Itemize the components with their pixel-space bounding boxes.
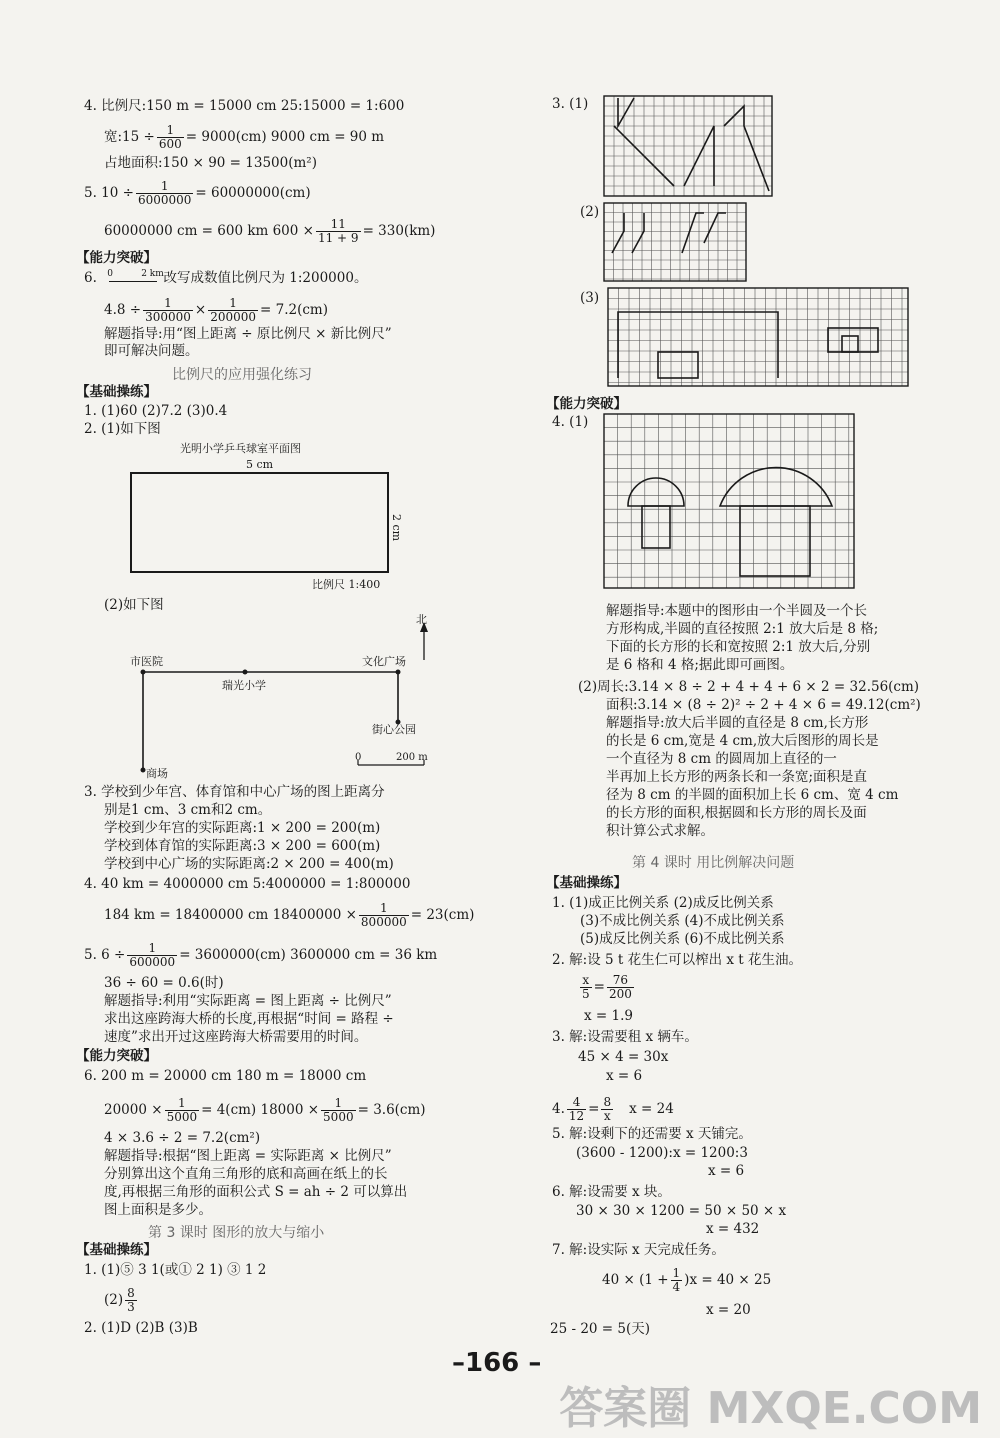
t7-line2: 40 × (1 + $\frac{1}{4}$ )x = 40 × 25 bbox=[602, 1266, 772, 1294]
label-mall: 商场 bbox=[146, 767, 168, 780]
fraction: $\frac{1}{300000}$ bbox=[145, 296, 191, 324]
t7-line1: 7. 解:设实际 x 天完成任务。 bbox=[552, 1242, 725, 1258]
s4-hint3: 下面的长方形的长和宽按照 2:1 放大后,分别 bbox=[606, 639, 871, 655]
ex1-answers: 1. (1)60 (2)7.2 (3)0.4 bbox=[84, 403, 228, 419]
q4-line3: 占地面积:150 × 90 = 13500(m²) bbox=[104, 155, 317, 171]
s4-label: 4. (1) bbox=[552, 414, 589, 430]
s4-hint2: 方形构成,半圆的直径按照 2:1 放大后是 8 格; bbox=[606, 621, 879, 637]
fraction: $\frac{8}{x}$ bbox=[603, 1095, 612, 1123]
fraction: $\frac{1}{600}$ bbox=[158, 123, 182, 151]
grid-figure-2 bbox=[604, 203, 748, 283]
section-title: 第 3 课时 图形的放大与缩小 bbox=[148, 1225, 325, 1241]
t4-line: 4. $\frac{4}{12}$ = $\frac{8}{x}$ x = 24 bbox=[552, 1095, 674, 1123]
s3c-label: (3) bbox=[580, 290, 600, 306]
figure-width-label: 5 cm bbox=[246, 458, 274, 471]
t5-line3: x = 6 bbox=[708, 1163, 745, 1179]
s4-hint6: 的长是 6 cm,宽是 4 cm,放大后图形的周长是 bbox=[606, 733, 879, 749]
ex5-hint3: 速度”求出开过这座跨海大桥需要用的时间。 bbox=[104, 1029, 368, 1045]
q4-line2: 宽:15 ÷ $\frac{1}{600}$ = 9000(cm) 9000 cm = 90 m bbox=[104, 123, 385, 151]
t6-line2: 30 × 30 × 1200 = 50 × 50 × x bbox=[576, 1203, 787, 1219]
t2-line1: 2. 解:设 5 t 花生仁可以榨出 x t 花生油。 bbox=[552, 952, 803, 968]
r1-answers: 1. (1)⑤ 3 1(或① 2 1) ③ 1 2 bbox=[84, 1262, 267, 1278]
fraction: $\frac{1}{4}$ bbox=[672, 1266, 681, 1294]
fraction: $\frac{1}{6000000}$ bbox=[137, 179, 192, 207]
fraction: $\frac{1}{200000}$ bbox=[210, 296, 257, 324]
section-heading: 【能力突破】 bbox=[546, 396, 627, 412]
small-stem bbox=[642, 506, 670, 548]
ex4-line1: 4. 40 km = 4000000 cm 5:4000000 = 1:800000 bbox=[84, 876, 411, 892]
figure-title: 光明小学乒乓球室平面图 bbox=[180, 442, 301, 455]
fraction: $\frac{11}{11 + 9}$ bbox=[317, 217, 359, 245]
q4-line1: 4. 比例尺:150 m = 15000 cm 25:15000 = 1:600 bbox=[84, 98, 405, 114]
t2-line2: $\frac{x}{5}$ = $\frac{76}{200}$ bbox=[582, 973, 632, 1001]
label-school: 瑞光小学 bbox=[222, 679, 266, 692]
section-heading: 【基础操练】 bbox=[76, 384, 157, 400]
section-title: 第 4 课时 用比例解决问题 bbox=[632, 855, 795, 871]
t3-line2: 45 × 4 = 30x bbox=[578, 1049, 669, 1065]
t6-line1: 6. 解:设需要 x 块。 bbox=[552, 1184, 671, 1200]
s4-hint10: 的长方形的面积,根据圆和长方形的周长及面 bbox=[606, 805, 867, 821]
fraction: $\frac{1}{5000}$ bbox=[166, 1096, 198, 1124]
s4-perimeter: (2)周长:3.14 × 8 ÷ 2 + 4 + 4 + 6 × 2 = 32.56(cm) bbox=[578, 679, 920, 695]
ex3-line2: 别是1 cm、3 cm和2 cm。 bbox=[104, 802, 272, 818]
ex6-hint3: 度,再根据三角形的面积公式 S = ah ÷ 2 可以算出 bbox=[104, 1184, 408, 1200]
s4-hint7: 一个直径为 8 cm 的圆周加上直径的一 bbox=[606, 751, 837, 767]
line-scale: 0 2 km bbox=[101, 270, 159, 284]
scale-200m: 200 m bbox=[396, 752, 428, 763]
shape-parallelogram bbox=[724, 106, 769, 191]
label-hospital: 市医院 bbox=[130, 655, 163, 668]
ex5-line1: 5. 6 ÷ $\frac{1}{600000}$ = 3600000(cm) 3600000 cm = 36 km bbox=[84, 941, 438, 969]
figure-height-label: 2 cm bbox=[390, 514, 403, 542]
r2-answers: 2. (1)D (2)B (3)B bbox=[84, 1320, 198, 1336]
ex3-line5: 学校到中心广场的实际距离:2 × 200 = 400(m) bbox=[104, 856, 394, 872]
s4-hint11: 积计算公式求解。 bbox=[606, 823, 714, 839]
ex6-line3: 4 × 3.6 ÷ 2 = 7.2(cm²) bbox=[104, 1130, 261, 1146]
ex2-label: 2. (1)如下图 bbox=[84, 421, 161, 437]
ex4-line2: 184 km = 18400000 cm 18400000 × $\frac{1}{800000}$ = 23(cm) bbox=[104, 901, 475, 929]
ex5-hint1: 解题指导:利用“实际距离 = 图上距离 ÷ 比例尺” bbox=[104, 993, 392, 1009]
grid-figure-1 bbox=[604, 96, 774, 198]
fraction: $\frac{1}{800000}$ bbox=[360, 901, 407, 929]
s4-hint8: 半再加上长方形的两条长和一条宽;面积是直 bbox=[606, 769, 868, 785]
scale-zero: 0 bbox=[355, 752, 362, 763]
large-stem bbox=[740, 506, 810, 576]
s4-hint9: 径为 8 cm 的半圆的面积加上长 6 cm、宽 4 cm bbox=[606, 787, 899, 803]
s3-label: 3. (1) bbox=[552, 96, 589, 112]
fraction: $\frac{x}{5}$ bbox=[582, 973, 590, 1001]
fraction: $\frac{76}{200}$ bbox=[608, 973, 632, 1001]
t3-line1: 3. 解:设需要租 x 辆车。 bbox=[552, 1029, 698, 1045]
t3-line3: x = 6 bbox=[606, 1068, 643, 1084]
large-semicircle bbox=[720, 468, 832, 506]
ex5-line2: 36 ÷ 60 = 0.6(时) bbox=[104, 975, 224, 991]
t1-line2: (3)不成比例关系 (4)不成比例关系 bbox=[580, 913, 785, 929]
q6-line1: 6. 0 2 km 改写成数值比例尺为 1:200000。 bbox=[84, 269, 368, 286]
point-hospital bbox=[141, 670, 146, 675]
ex3-line4: 学校到体育馆的实际距离:3 × 200 = 600(m) bbox=[104, 838, 381, 854]
fraction: $\frac{8}{3}$ bbox=[127, 1286, 135, 1314]
q5-line2: 60000000 cm = 600 km 600 × $\frac{11}{11 + 9}$ = 330(km) bbox=[104, 217, 436, 245]
fraction: $\frac{1}{5000}$ bbox=[323, 1096, 354, 1124]
section-heading: 【基础操练】 bbox=[546, 875, 627, 891]
ex6-line2: 20000 × $\frac{1}{5000}$ = 4(cm) 18000 × $\frac{1}{5000}$ = 3.6(cm) bbox=[104, 1096, 426, 1124]
t5-line1: 5. 解:设剩下的还需要 x 天铺完。 bbox=[552, 1126, 752, 1142]
fraction: $\frac{1}{600000}$ bbox=[129, 941, 176, 969]
grid-figure-3 bbox=[608, 288, 910, 388]
t1-line3: (5)成反比例关系 (6)不成比例关系 bbox=[580, 931, 785, 947]
point-mall bbox=[141, 768, 146, 773]
figure-scale: 比例尺 1:400 bbox=[312, 578, 381, 591]
s4-hint4: 是 6 格和 4 格;据此即可画图。 bbox=[606, 657, 794, 673]
section-heading: 【能力突破】 bbox=[76, 1048, 157, 1064]
q6-line2: 4.8 ÷ $\frac{1}{300000}$ × $\frac{1}{200000}$ = 7.2(cm) bbox=[104, 296, 328, 324]
ex6-hint4: 图上面积是多少。 bbox=[104, 1202, 212, 1218]
ex6-hint1: 解题指导:根据“图上距离 = 实际距离 × 比例尺” bbox=[104, 1148, 392, 1164]
label-park: 街心公园 bbox=[372, 723, 416, 736]
shape-triangle bbox=[618, 98, 634, 126]
r1-part2: (2) $\frac{8}{3}$ bbox=[104, 1286, 135, 1314]
ex6-line1: 6. 200 m = 20000 cm 180 m = 18000 cm bbox=[84, 1068, 367, 1084]
t2-line3: x = 1.9 bbox=[584, 1008, 633, 1024]
section-title: 比例尺的应用强化练习 bbox=[172, 367, 312, 383]
watermark: 答案圈 MXQE.COM bbox=[559, 1383, 982, 1434]
ex3-line1: 3. 学校到少年宫、体育馆和中心广场的图上距离分 bbox=[84, 784, 385, 800]
q6-hint1: 解题指导:用“图上距离 ÷ 原比例尺 × 新比例尺” bbox=[104, 326, 392, 342]
q5-line1: 5. 10 ÷ $\frac{1}{6000000}$ = 60000000(cm) bbox=[84, 179, 311, 207]
north-label: 北 bbox=[416, 613, 427, 626]
s4-area: 面积:3.14 × (8 ÷ 2)² ÷ 2 + 4 × 6 = 49.12(cm²) bbox=[606, 697, 921, 713]
t7-line3: x = 20 bbox=[706, 1302, 751, 1318]
grid-figure-4 bbox=[604, 414, 856, 590]
fraction: $\frac{4}{12}$ bbox=[568, 1095, 585, 1123]
t5-line2: (3600 - 1200):x = 1200:3 bbox=[576, 1145, 748, 1161]
ex3-line3: 学校到少年宫的实际距离:1 × 200 = 200(m) bbox=[104, 820, 381, 836]
s4-hint5: 解题指导:放大后半圆的直径是 8 cm,长方形 bbox=[606, 715, 869, 731]
page-number: –166 – bbox=[452, 1348, 542, 1378]
s4-hint1: 解题指导:本题中的图形由一个半圆及一个长 bbox=[606, 603, 868, 619]
ex5-hint2: 求出这座跨海大桥的长度,再根据“时间 = 路程 ÷ bbox=[104, 1011, 394, 1027]
section-heading: 【基础操练】 bbox=[76, 1242, 157, 1258]
q6-hint2: 即可解决问题。 bbox=[104, 343, 199, 359]
point-culture-square bbox=[396, 670, 401, 675]
t6-line3: x = 432 bbox=[706, 1221, 760, 1237]
label-culture-square: 文化广场 bbox=[362, 655, 406, 668]
ex6-hint2: 分别算出这个直角三角形的底和高画在纸上的长 bbox=[104, 1166, 388, 1182]
point-school bbox=[243, 670, 248, 675]
section-heading: 【能力突破】 bbox=[76, 250, 157, 266]
s3b-label: (2) bbox=[580, 204, 600, 220]
t7-line4: 25 - 20 = 5(天) bbox=[550, 1321, 651, 1337]
ex2-part2-label: (2)如下图 bbox=[104, 597, 164, 613]
t1-line1: 1. (1)成正比例关系 (2)成反比例关系 bbox=[552, 895, 774, 911]
